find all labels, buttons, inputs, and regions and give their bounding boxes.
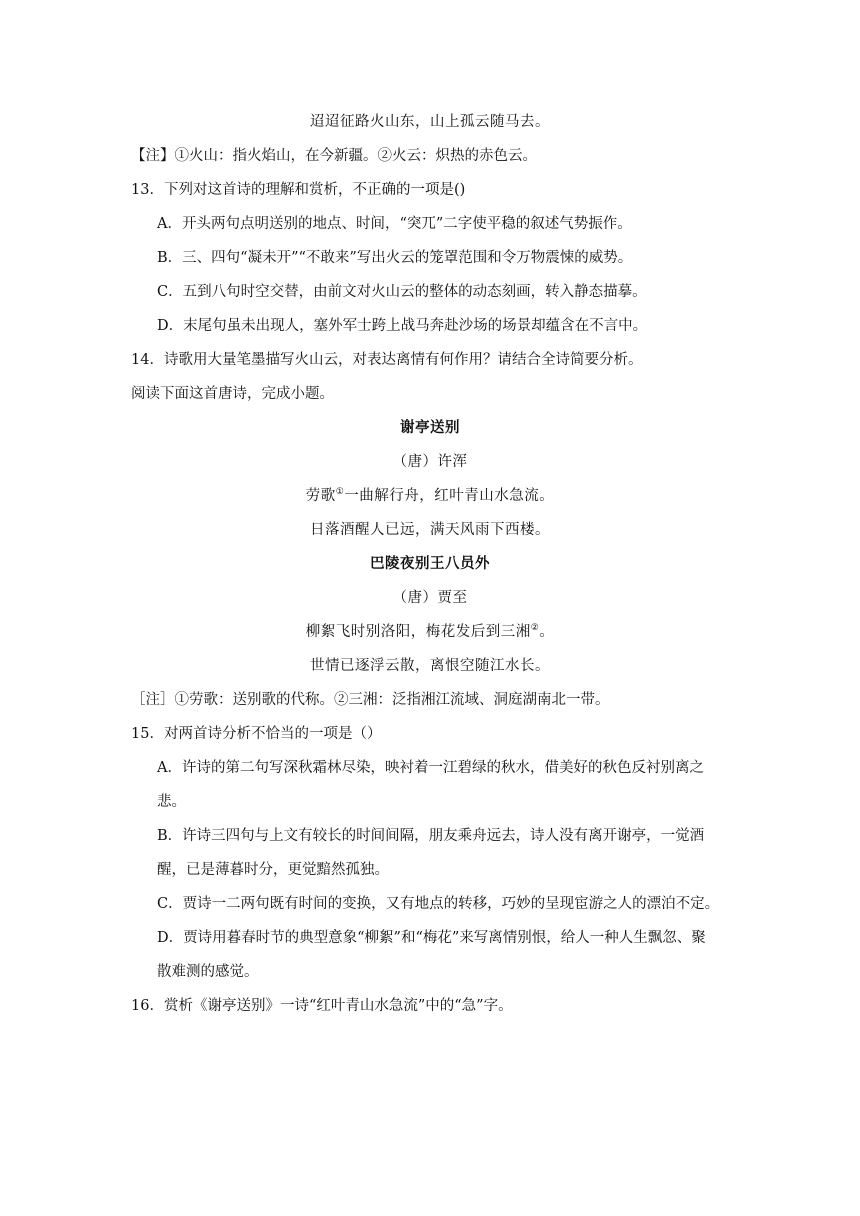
poem3-title: 巴陵夜别王八员外 <box>370 555 490 572</box>
q13-stem: 13．下列对这首诗的理解和赏析，不正确的一项是() <box>131 182 466 198</box>
poem2-line1-end: 一曲解行舟，红叶青山水急流。 <box>344 488 555 504</box>
q13-option-d: D．末尾句虽未出现人，塞外军士跨上战马奔赴沙场的场景却蕴含在不言中。 <box>157 318 648 334</box>
poem3-line1-end: 。 <box>539 624 555 640</box>
poem1-last-line: 迢迢征路火山东，山上孤云随马去。 <box>310 114 550 130</box>
poems-note: ［注］①劳歌：送别歌的代称。②三湘：泛指湘江流域、洞庭湖南北一带。 <box>131 692 610 708</box>
poem3-line1-start: 柳絮飞时别洛阳，梅花发后到三湘 <box>305 624 531 640</box>
poem3-line2: 世情已逐浮云散，离恨空随江水长。 <box>310 658 550 674</box>
q15-option-b-line2: 醒，已是薄暮时分，更觉黯然孤独。 <box>157 862 389 878</box>
q15-option-d-line2: 散难测的感觉。 <box>157 964 259 980</box>
q15-option-a-line1: A．许诗的第二句写深秋霜林尽染，映衬着一江碧绿的秋水，借美好的秋色反衬别离之 <box>157 760 704 776</box>
poem2-line1-start: 劳歌 <box>305 488 336 504</box>
q15-stem: 15．对两首诗分析不恰当的一项是（） <box>131 726 382 742</box>
q15-option-c: C．贾诗一二两句既有时间的变换，又有地点的转移，巧妙的呈现宦游之人的漂泊不定。 <box>157 896 720 912</box>
q15-option-d-line1: D．贾诗用暮春时节的典型意象“柳絮”和“梅花”来写离情别恨，给人一种人生飘忽、聚 <box>157 930 706 946</box>
poem2-line2: 日落酒醒人已远，满天风雨下西楼。 <box>310 522 550 538</box>
q13-option-a: A．开头两句点明送别的地点、时间，“突兀”二字使平稳的叙述气势振作。 <box>157 216 632 232</box>
poem3-author: （唐）贾至 <box>392 590 468 606</box>
reading-instruction: 阅读下面这首唐诗，完成小题。 <box>131 386 334 402</box>
poem2-line1 <box>0 486 860 506</box>
poem3-line1 <box>0 622 860 642</box>
q13-option-c: C．五到八句时空交替，由前文对火山云的整体的动态刻画，转入静态描摹。 <box>157 284 647 300</box>
footnote-marker-1: ① <box>335 487 345 498</box>
q16-stem: 16．赏析《谢亭送别》一诗“红叶青山水急流”中的“急”字。 <box>131 998 513 1014</box>
q14-stem: 14．诗歌用大量笔墨描写火山云，对表达离情有何作用？请结合全诗简要分析。 <box>131 352 643 368</box>
footnote-marker-2: ② <box>530 623 540 634</box>
poem1-note: 【注】①火山：指火焰山，在今新疆。②火云：炽热的赤色云。 <box>131 148 537 164</box>
poem2-author: （唐）许浑 <box>392 454 468 470</box>
q13-option-b: B．三、四句“凝未开”“不敢来”写出火云的笼罩范围和令万物震悚的威势。 <box>157 250 633 266</box>
q15-option-b-line1: B．许诗三四句与上文有较长的时间间隔，朋友乘舟远去，诗人没有离开谢亭，一觉酒 <box>157 828 705 844</box>
poem2-title: 谢亭送别 <box>400 419 460 436</box>
q15-option-a-line2: 悲。 <box>157 794 186 810</box>
